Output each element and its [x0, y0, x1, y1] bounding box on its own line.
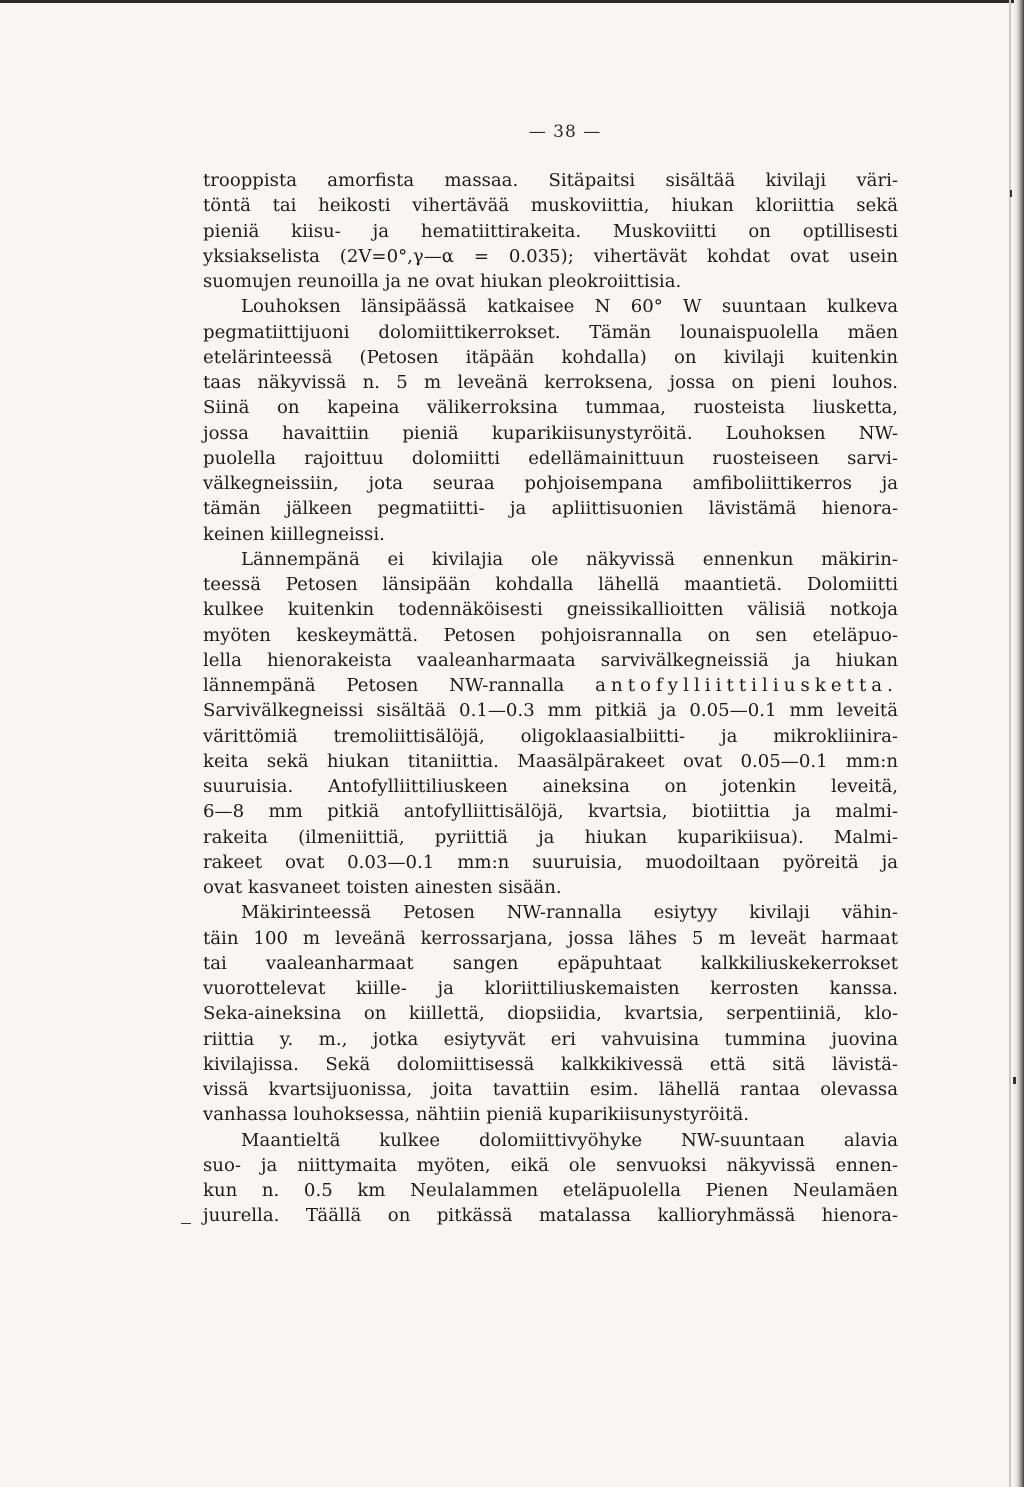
- margin-mark: [1013, 1077, 1016, 1084]
- text-line: pieniä kiisu- ja hematiittirakeita. Muskoviitti on optillisesti: [203, 220, 898, 242]
- paragraph-4: [203, 900, 898, 1127]
- paragraph-1: [203, 168, 898, 294]
- text-line: välkegneissiin, jota seuraa pohjoisempana amfiboliittikerros ja: [203, 473, 898, 494]
- text-line: Siinä on kapeina välikerroksina tummaa, ruosteista liusketta,: [203, 397, 898, 419]
- text-line: Lännempänä ei kivilajia ole näkyvissä ennenkun mäkirin-: [241, 548, 898, 570]
- text-line: tai vaaleanharmaat sangen epäpuhtaat kalkkiliuskekerrokset: [203, 952, 898, 974]
- spaced-term: antofylliittiliusketta.: [595, 675, 898, 696]
- text-line: vissä kvartsijuonissa, joita tavattiin esim. lähellä rantaa olevassa: [203, 1079, 898, 1100]
- text-line: lella hienorakeista vaaleanharmaata sarvivälkegneissiä ja hiukan: [203, 649, 898, 671]
- text-line: trooppista amorfista massaa. Sitäpaitsi sisältää kivilaji väri-: [203, 170, 898, 191]
- text-line: Maantieltä kulkee dolomiittivyöhyke NW-suuntaan alavia: [241, 1129, 898, 1151]
- text-line: etelärinteessä (Petosen itäpään kohdalla) on kivilaji kuitenkin: [203, 346, 898, 368]
- text-line: kivilajissa. Sekä dolomiittisessä kalkkikivessä että sitä lävistä-: [203, 1053, 898, 1075]
- paragraph-3: [203, 547, 898, 901]
- scan-border-top: [0, 0, 1024, 3]
- text-line: kun n. 0.5 km Neulalammen eteläpuolella Pienen Neulamäen: [203, 1180, 898, 1201]
- text-line: ovat kasvaneet toisten ainesten sisään.: [203, 877, 562, 898]
- text-line: taas näkyvissä n. 5 m leveänä kerroksena, jossa on pieni louhos.: [203, 372, 898, 393]
- text-line: Louhoksen länsipäässä katkaisee N 60° W suuntaan kulkeva: [241, 296, 898, 318]
- margin-mark: [1010, 190, 1012, 197]
- text-line: kulkee kuitenkin todennäköisesti gneissikallioitten välisiä notkoja: [203, 599, 898, 621]
- text-line: suomujen reunoilla ja ne ovat hiukan pleokroiittisia.: [203, 271, 682, 292]
- text-line: suuruisia. Antofylliittiliuskeen aineksina on jotenkin leveitä,: [203, 776, 898, 797]
- text-line: myöten keskeymättä. Petosen pohjoisrannalla on sen eteläpuo-: [203, 624, 898, 646]
- text-line: vanhassa louhoksessa, nähtiin pieniä kuparikiisunystyröitä.: [203, 1104, 750, 1126]
- text-line: puolella rajoittuu dolomiitti edellämainittuun ruosteiseen sarvi-: [203, 447, 898, 469]
- text-line: rakeet ovat 0.03—0.1 mm:n suuruisia, muodoiltaan pyöreitä ja: [203, 851, 898, 873]
- text-line: riittia y. m., jotka esiytyvät eri vahvuisina tummina juovina: [203, 1028, 898, 1050]
- margin-mark: [181, 1223, 191, 1224]
- text-line: töntä tai heikosti vihertävää muskoviittia, hiukan kloriittia sekä: [203, 195, 898, 217]
- text-line: [203, 673, 898, 698]
- text-line: suo- ja niittymaita myöten, eikä ole senvuoksi näkyvissä ennen-: [203, 1154, 898, 1176]
- text-line: Sarvivälkegneissi sisältää 0.1—0.3 mm pitkiä ja 0.05—0.1 mm leveitä: [203, 700, 898, 722]
- text-line: tämän jälkeen pegmatiitti- ja apliittisuonien lävistämä hienora-: [203, 498, 898, 520]
- text-line: teessä Petosen länsipään kohdalla lähellä maantietä. Dolomiitti: [203, 574, 898, 595]
- text-line: yksiakselista (2V=0°,γ—α = 0.035); vihertävät kohdat ovat usein: [203, 245, 898, 267]
- text-line: pegmatiittijuoni dolomiittikerrokset. Tämän lounaispuolella mäen: [203, 321, 898, 343]
- paragraph-2: [203, 294, 898, 547]
- scan-border-right: [1014, 0, 1024, 1487]
- text-line: vuorottelevat kiille- ja kloriittiliuskemaisten kerrosten kanssa.: [203, 978, 898, 999]
- text-line: juurella. Täällä on pitkässä matalassa kallioryhmässä hienora-: [203, 1205, 898, 1227]
- body-text: [203, 168, 898, 1229]
- text-line: keinen kiillegneissi.: [203, 523, 385, 545]
- page-number: — 38 —: [528, 122, 602, 142]
- scan-shadow-right: [1009, 0, 1011, 1487]
- text-line: 6—8 mm pitkiä antofylliittisälöjä, kvartsia, biotiittia ja malmi-: [203, 801, 898, 823]
- text-line: rakeita (ilmeniittiä, pyriittiä ja hiukan kuparikiisua). Malmi-: [203, 826, 898, 848]
- text-line: Seka-aineksina on kiillettä, diopsiidia, kvartsia, serpentiiniä, klo-: [203, 1003, 898, 1025]
- text-line: värittömiä tremoliittisälöjä, oligoklaasialbiitti- ja mikrokliinira-: [203, 725, 898, 747]
- text-line: jossa havaittiin pieniä kuparikiisunystyröitä. Louhoksen NW-: [203, 422, 898, 444]
- text-line: täin 100 m leveänä kerrossarjana, jossa lähes 5 m leveät harmaat: [203, 927, 898, 949]
- text-line: Mäkirinteessä Petosen NW-rannalla esiytyy kivilaji vähin-: [241, 902, 898, 924]
- text-line: keita sekä hiukan titaniittia. Maasälpärakeet ovat 0.05—0.1 mm:n: [203, 750, 898, 772]
- text-fragment: lännempänä Petosen NW-rannalla: [203, 675, 565, 696]
- paragraph-5: [203, 1128, 898, 1229]
